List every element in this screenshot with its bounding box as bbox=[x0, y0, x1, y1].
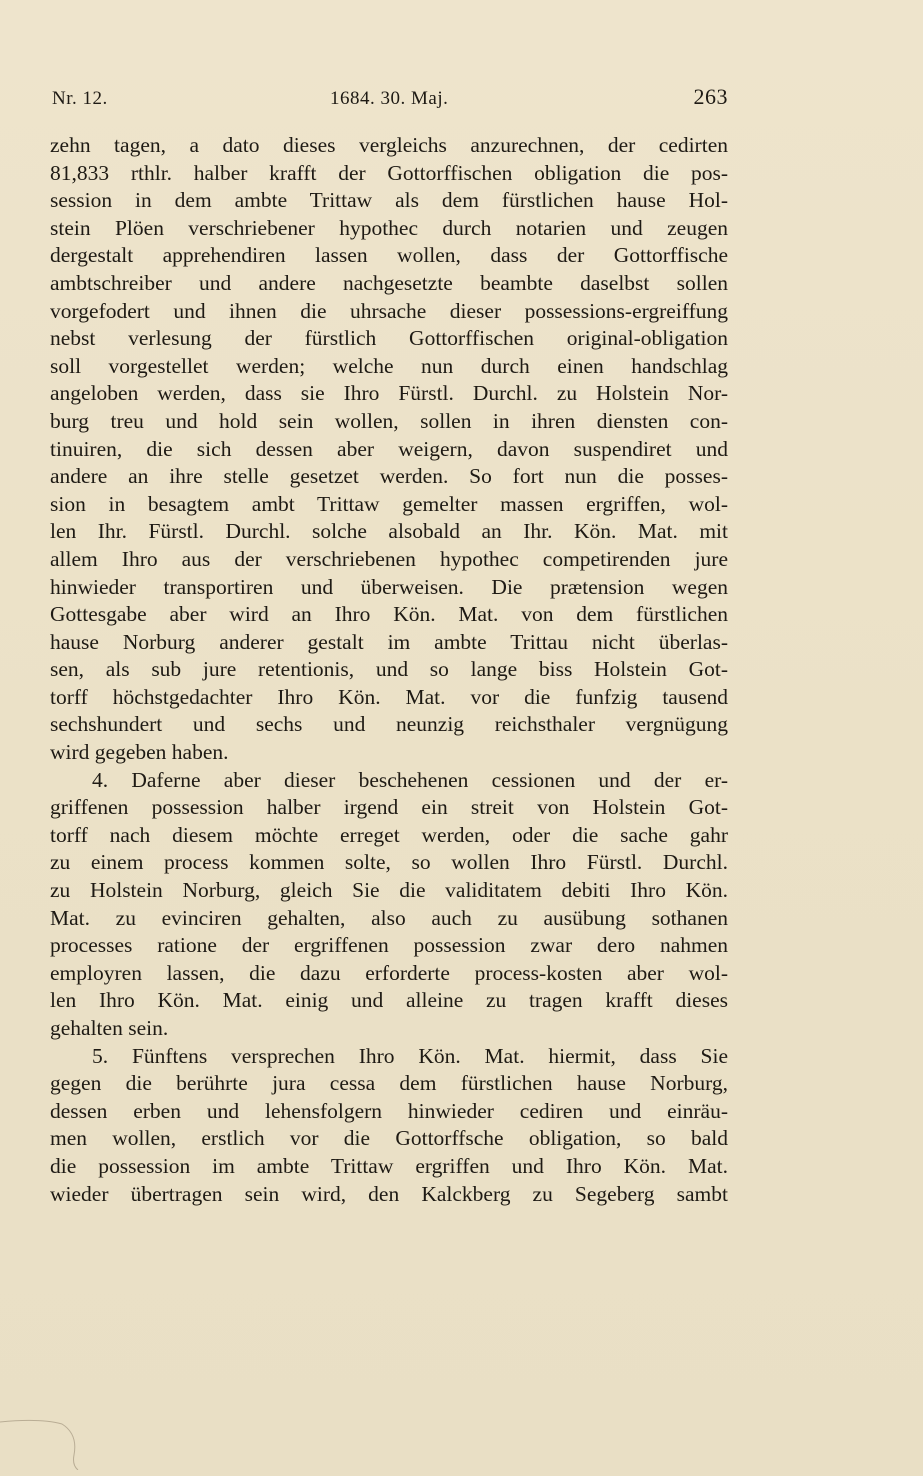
paragraph-4-start: 4. Daferne aber dieser beschehenen cessionen und der er- bbox=[92, 767, 728, 792]
text-line: hause Norburg anderer gestalt im ambte Trittau nicht überlas- bbox=[50, 629, 728, 654]
text-line: dessen erben und lehensfolgern hinwieder cediren und einräu- bbox=[50, 1098, 728, 1123]
text-line: vorgefodert und ihnen die uhrsache dieser possessions-ergreiffung bbox=[50, 298, 728, 323]
text-line: zu Holstein Norburg, gleich Sie die validitatem debiti Ihro Kön. bbox=[50, 878, 728, 903]
text-line: angeloben werden, dass sie Ihro Fürstl. Durchl. zu Holstein Nor- bbox=[50, 381, 728, 406]
text-line: 81,833 rthlr. halber krafft der Gottorffischen obligation die pos- bbox=[50, 160, 728, 185]
text-line: sechshundert und sechs und neunzig reichsthaler vergnügung bbox=[50, 712, 728, 737]
text-line: processes ratione der ergriffenen possession zwar dero nahmen bbox=[50, 933, 728, 958]
text-line: men wollen, erstlich vor die Gottorffsche obligation, so bald bbox=[50, 1126, 728, 1151]
text-line: zehn tagen, a dato dieses vergleichs anzurechnen, der cedirten bbox=[50, 133, 728, 157]
text-line: hinwieder transportiren und überweisen. Die prætension wegen bbox=[50, 574, 728, 599]
text-line: burg treu und hold sein wollen, sollen in ihren diensten con- bbox=[50, 408, 728, 433]
text-line: Gottesgabe aber wird an Ihro Kön. Mat. von dem fürstlichen bbox=[50, 602, 728, 627]
text-line: gehalten sein. bbox=[50, 1016, 169, 1040]
text-line: soll vorgestellet werden; welche nun durch einen handschlag bbox=[50, 353, 728, 378]
document-number: Nr. 12. bbox=[52, 88, 108, 109]
text-line: sion in besagtem ambt Trittaw gemelter massen ergriffen, wol- bbox=[50, 491, 728, 516]
text-line: session in dem ambte Trittaw als dem fürstlichen hause Hol- bbox=[50, 188, 728, 213]
text-line: dergestalt apprehendiren lassen wollen, dass der Gottorffische bbox=[50, 243, 728, 268]
text-line: zu einem process kommen solte, so wollen Ihro Fürstl. Durchl. bbox=[50, 850, 728, 875]
text-line: ambtschreiber und andere nachgesetzte beambte daselbst sollen bbox=[50, 270, 728, 295]
text-line: andere an ihre stelle gesetzet werden. So fort nun die posses- bbox=[50, 464, 728, 489]
text-line: griffenen possession halber irgend ein streit von Holstein Got- bbox=[50, 795, 728, 820]
text-line: wieder übertragen sein wird, den Kalckberg zu Segeberg sambt bbox=[50, 1181, 728, 1206]
page-number: 263 bbox=[693, 84, 728, 109]
paragraph-5-start: 5. Fünftens versprechen Ihro Kön. Mat. hiermit, dass Sie bbox=[92, 1043, 728, 1068]
body-text bbox=[50, 132, 728, 1208]
text-line: len Ihro Kön. Mat. einig und alleine zu tragen krafft dieses bbox=[50, 988, 728, 1013]
text-line: die possession im ambte Trittaw ergriffen und Ihro Kön. Mat. bbox=[50, 1153, 728, 1178]
text-line: nebst verlesung der fürstlich Gottorffischen original-obligation bbox=[50, 326, 728, 351]
text-line: allem Ihro aus der verschriebenen hypothec competirenden jure bbox=[50, 546, 728, 571]
text-line: torff nach diesem möchte erreget werden, oder die sache gahr bbox=[50, 822, 728, 847]
text-line: wird gegeben haben. bbox=[50, 740, 229, 765]
text-line: Mat. zu evinciren gehalten, also auch zu ausübung sothanen bbox=[50, 905, 728, 930]
text-line: torff höchstgedachter Ihro Kön. Mat. vor die funfzig tausend bbox=[50, 684, 728, 709]
page-header bbox=[52, 84, 730, 114]
text-line: gegen die berührte jura cessa dem fürstlichen hause Norburg, bbox=[50, 1071, 728, 1096]
document-date: 1684. 30. Maj. bbox=[330, 88, 449, 109]
page-corner-mark bbox=[0, 1410, 95, 1470]
text-line: employren lassen, die dazu erforderte process-kosten aber wol- bbox=[50, 960, 728, 985]
text-line: len Ihr. Fürstl. Durchl. solche alsobald an Ihr. Kön. Mat. mit bbox=[50, 519, 728, 544]
text-line: stein Plöen verschriebener hypothec durch notarien und zeugen bbox=[50, 215, 728, 240]
text-line: sen, als sub jure retentionis, und so lange biss Holstein Got- bbox=[50, 657, 728, 682]
text-line: tinuiren, die sich dessen aber weigern, davon suspendiret und bbox=[50, 436, 728, 461]
